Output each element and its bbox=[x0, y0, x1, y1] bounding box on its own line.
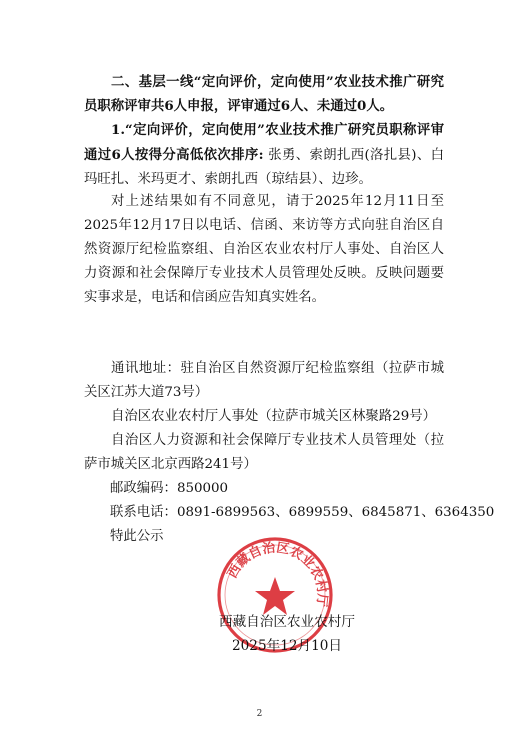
contact-address-1: 通讯地址：驻自治区自然资源厅纪检监察组（拉萨市城关区江苏大道73号） bbox=[84, 361, 444, 400]
phone: 联系电话：0891-6899563、6899559、6845871、6364350 bbox=[110, 505, 495, 520]
contact-address-2: 自治区农业农村厅人事处（拉萨市城关区林聚路29号） bbox=[111, 409, 437, 424]
postcode: 邮政编码：850000 bbox=[110, 481, 229, 496]
item-one-label: 1.“定向评价，定向使用”农业技术推广研究员职称评审通过6人按得分高低依次排序: bbox=[84, 122, 444, 163]
signature-date: 2025年12月10日 bbox=[232, 638, 342, 654]
item-one-paragraph bbox=[84, 118, 444, 192]
contact-address-3: 自治区人力资源和社会保障厅专业技术人员管理处（拉萨市城关区北京西路241号） bbox=[84, 433, 444, 472]
page-number: 2 bbox=[256, 709, 263, 719]
notice: 特此公示 bbox=[110, 529, 164, 544]
seal-text: 西藏自治区农业农村厅 bbox=[225, 540, 330, 608]
item-one-names: 张勇、索朗扎西(洛扎县)、白玛旺扎、米玛更才、索朗扎西（琼结县）、边珍。 bbox=[84, 148, 444, 187]
signature-org: 西藏自治区农业农村厅 bbox=[219, 614, 355, 630]
section-two-heading: 二、基层一线“定向评价，定向使用”农业技术推广研究员职称评审共6人申报，评审通过6人、未通过0人。 bbox=[84, 74, 444, 114]
objection-paragraph: 对上述结果如有不同意见，请于2025年12月11日至2025年12月17日以电话、信函、来访等方式向驻自治区自然资源厅纪检监察组、自治区农业农村厅人事处、自治区人力资源和社会保障厅专业技术人员管理处反映。反映问题要实事求是，电话和信函应告知真实姓名。 bbox=[84, 194, 444, 305]
